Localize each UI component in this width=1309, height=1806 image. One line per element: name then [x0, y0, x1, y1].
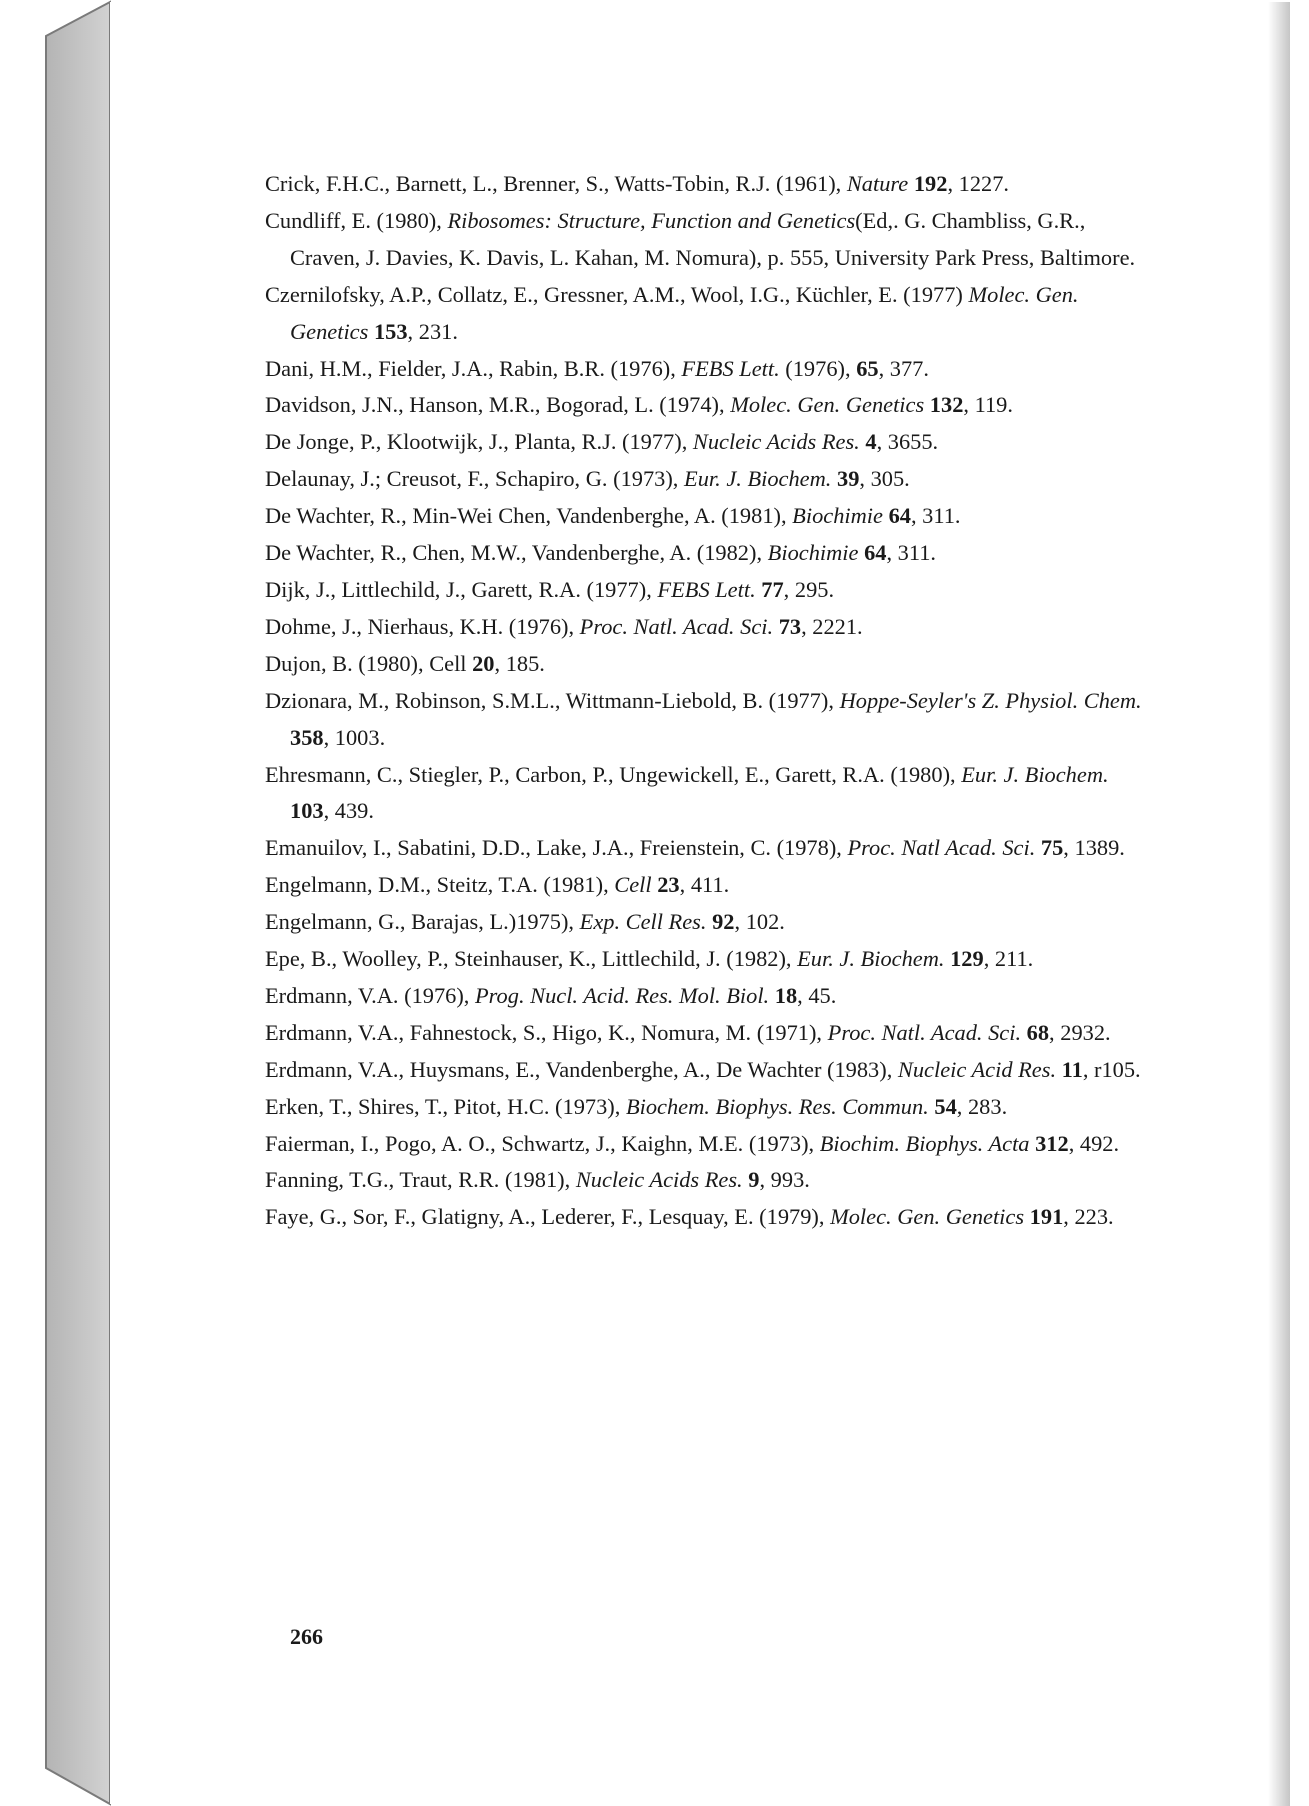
- book-spine: [0, 0, 112, 1806]
- reference-journal: Proc. Natl. Acad. Sci.: [579, 613, 774, 639]
- reference-authors-year: Epe, B., Woolley, P., Steinhauser, K., Littlechild, J. (1982),: [265, 946, 798, 972]
- reference-entry: [265, 646, 1150, 683]
- reference-authors-year: Erdmann, V.A., Fahnestock, S., Higo, K., Nomura, M. (1971),: [265, 1019, 828, 1045]
- reference-authors-year: Emanuilov, I., Sabatini, D.D., Lake, J.A., Freienstein, C. (1978),: [265, 835, 848, 861]
- reference-authors-year: Dzionara, M., Robinson, S.M.L., Wittmann-Liebold, B. (1977),: [265, 687, 840, 713]
- reference-pages: , 1227.: [947, 171, 1010, 196]
- reference-entry: [265, 166, 1150, 203]
- reference-pages: , 377.: [878, 355, 929, 381]
- reference-authors-year: Erken, T., Shires, T., Pitot, H.C. (1973),: [265, 1093, 626, 1119]
- reference-separator: (1976),: [779, 355, 857, 381]
- reference-entry: [265, 498, 1150, 535]
- reference-journal: Nucleic Acids Res.: [692, 429, 860, 455]
- reference-authors-year: Dujon, B. (1980), Cell: [265, 650, 473, 676]
- reference-entry: [265, 830, 1150, 867]
- reference-journal: Eur. J. Biochem.: [961, 761, 1109, 787]
- reference-journal: Nucleic Acid Res.: [897, 1056, 1057, 1082]
- reference-pages: , 102.: [734, 909, 785, 935]
- reference-journal: Ribosomes: Structure, Function and Genetics: [447, 207, 856, 233]
- reference-journal: Biochimie: [792, 503, 883, 529]
- reference-journal: Eur. J. Biochem.: [797, 946, 945, 972]
- reference-volume: 20: [472, 650, 495, 676]
- reference-entry: [265, 1015, 1150, 1052]
- reference-authors-year: Erdmann, V.A. (1976),: [265, 982, 475, 1008]
- reference-pages: , 492.: [1068, 1130, 1120, 1156]
- reference-journal: Biochem. Biophys. Res. Commun.: [625, 1093, 929, 1119]
- reference-pages: , 439.: [323, 798, 374, 824]
- reference-volume: 68: [1026, 1019, 1050, 1045]
- reference-volume: 192: [913, 171, 948, 196]
- reference-authors-year: Fanning, T.G., Traut, R.R. (1981),: [265, 1167, 576, 1193]
- reference-authors-year: Davidson, J.N., Hanson, M.R., Bogorad, L. (1974),: [265, 392, 731, 418]
- reference-volume: 75: [1040, 835, 1064, 861]
- reference-authors-year: Faierman, I., Pogo, A. O., Schwartz, J., Kaighn, M.E. (1973),: [265, 1130, 820, 1156]
- reference-journal: Biochimie: [767, 540, 859, 566]
- reference-pages: , 119.: [963, 392, 1013, 418]
- reference-journal: Eur. J. Biochem.: [684, 466, 832, 492]
- reference-entry: [265, 203, 1150, 277]
- reference-journal: Exp. Cell Res.: [579, 909, 707, 935]
- reference-volume: 77: [761, 576, 784, 602]
- reference-volume: 129: [950, 946, 984, 972]
- reference-entry: [265, 277, 1150, 351]
- reference-pages: , 311.: [886, 540, 937, 566]
- reference-authors-year: Engelmann, D.M., Steitz, T.A. (1981),: [265, 872, 615, 898]
- reference-journal: Molec. Gen. Genetics: [730, 392, 925, 418]
- reference-entry: [265, 572, 1150, 609]
- reference-journal: Proc. Natl. Acad. Sci.: [827, 1019, 1022, 1045]
- reference-authors-year: Engelmann, G., Barajas, L.)1975),: [265, 909, 580, 935]
- reference-volume: 64: [864, 540, 887, 566]
- reference-entry: [265, 904, 1150, 941]
- reference-entry: [265, 535, 1150, 572]
- reference-volume: 132: [929, 392, 964, 418]
- reference-volume: 11: [1061, 1056, 1083, 1082]
- reference-authors-year: Dohme, J., Nierhaus, K.H. (1976),: [265, 613, 580, 639]
- reference-journal: Nucleic Acids Res.: [575, 1167, 743, 1193]
- reference-pages: , 2932.: [1049, 1019, 1111, 1045]
- reference-volume: 312: [1035, 1130, 1069, 1156]
- reference-authors-year: Ehresmann, C., Stiegler, P., Carbon, P., Ungewickell, E., Garett, R.A. (1980),: [265, 761, 962, 787]
- reference-authors-year: Czernilofsky, A.P., Collatz, E., Gressner, A.M., Wool, I.G., Küchler, E. (1977): [265, 281, 969, 307]
- reference-entry: [265, 867, 1150, 904]
- reference-volume: 4: [865, 429, 877, 455]
- reference-entry: [265, 1162, 1150, 1199]
- reference-pages: , 283.: [956, 1093, 1008, 1119]
- reference-journal: Cell: [614, 872, 652, 898]
- reference-entry: [265, 1089, 1150, 1126]
- reference-volume: 103: [290, 798, 324, 824]
- reference-entry: [265, 424, 1150, 461]
- reference-journal: Proc. Natl Acad. Sci.: [847, 835, 1036, 861]
- reference-entry: [265, 978, 1150, 1015]
- reference-pages: , 305.: [859, 466, 910, 492]
- reference-volume: 64: [888, 503, 911, 529]
- reference-authors-year: Dijk, J., Littlechild, J., Garett, R.A. (1977),: [265, 576, 658, 602]
- page-number: 266: [290, 1624, 323, 1649]
- reference-pages: , 223.: [1063, 1204, 1114, 1230]
- reference-journal: FEBS Lett.: [681, 355, 780, 381]
- reference-pages: , 1389.: [1063, 835, 1125, 861]
- reference-journal: Nature: [846, 171, 909, 196]
- reference-volume: 9: [748, 1167, 760, 1193]
- reference-entry: [265, 351, 1150, 388]
- reference-pages: , 185.: [494, 650, 545, 676]
- reference-entry: [265, 461, 1150, 498]
- reference-pages: , r105.: [1082, 1056, 1141, 1082]
- reference-authors-year: De Wachter, R., Chen, M.W., Vandenberghe, A. (1982),: [265, 540, 768, 566]
- reference-pages: , 231.: [407, 318, 458, 344]
- reference-list: [265, 166, 1150, 1236]
- reference-entry: [265, 1126, 1150, 1163]
- reference-volume: 39: [837, 466, 860, 492]
- reference-pages: , 3655.: [876, 429, 939, 455]
- reference-authors-year: Erdmann, V.A., Huysmans, E., Vandenberghe, A., De Wachter (1983),: [265, 1056, 898, 1082]
- reference-entry: [265, 1052, 1150, 1089]
- reference-entry: [265, 683, 1150, 757]
- reference-entry: [265, 1199, 1150, 1236]
- reference-journal: Prog. Nucl. Acid. Res. Mol. Biol.: [475, 982, 770, 1008]
- reference-pages: , 211.: [983, 946, 1034, 972]
- reference-authors-year: De Wachter, R., Min-Wei Chen, Vandenberghe, A. (1981),: [265, 503, 793, 529]
- reference-pages: , 993.: [759, 1167, 810, 1193]
- reference-entry: [265, 941, 1150, 978]
- reference-authors-year: Faye, G., Sor, F., Glatigny, A., Lederer, F., Lesquay, E. (1979),: [265, 1204, 831, 1230]
- reference-journal: Biochim. Biophys. Acta: [819, 1130, 1030, 1156]
- reference-journal: Molec. Gen. Genetics: [830, 1204, 1025, 1230]
- reference-pages: , 295.: [783, 576, 835, 602]
- reference-authors-year: De Jonge, P., Klootwijk, J., Planta, R.J. (1977),: [265, 429, 693, 455]
- reference-volume: 92: [712, 909, 735, 935]
- reference-authors-year: Dani, H.M., Fielder, J.A., Rabin, B.R. (1976),: [265, 355, 682, 381]
- reference-volume: 73: [778, 613, 802, 639]
- reference-pages: , 1003.: [323, 724, 386, 750]
- reference-pages: , 411.: [679, 872, 730, 898]
- reference-pages: , 45.: [797, 982, 837, 1008]
- reference-authors-year: Cundliff, E. (1980),: [265, 207, 448, 233]
- reference-journal: Molec. Gen. Genetics: [290, 281, 1079, 344]
- reference-pages: , 2221.: [801, 613, 863, 639]
- reference-volume: 358: [290, 724, 324, 750]
- reference-pages: (Ed,. G. Chambliss, G.R., Craven, J. Davies, K. Davis, L. Kahan, M. Nomura), p. 555, University Park Press, Baltimore.: [290, 207, 1136, 270]
- reference-pages: , 311.: [910, 503, 961, 529]
- reference-volume: 65: [856, 355, 879, 381]
- reference-volume: 23: [657, 872, 680, 898]
- reference-authors-year: Delaunay, J.; Creusot, F., Schapiro, G. (1973),: [265, 466, 685, 492]
- reference-journal: FEBS Lett.: [657, 576, 756, 602]
- reference-volume: 54: [934, 1093, 957, 1119]
- reference-authors-year: Crick, F.H.C., Barnett, L., Brenner, S., Watts-Tobin, R.J. (1961),: [265, 171, 847, 196]
- page-edge-shadow: [1268, 2, 1290, 1806]
- reference-entry: [265, 387, 1150, 424]
- reference-entry: [265, 757, 1150, 831]
- reference-volume: 18: [774, 982, 798, 1008]
- reference-entry: [265, 609, 1150, 646]
- reference-volume: 191: [1029, 1204, 1064, 1230]
- reference-volume: 153: [373, 318, 408, 344]
- reference-journal: Hoppe-Seyler's Z. Physiol. Chem.: [839, 687, 1142, 713]
